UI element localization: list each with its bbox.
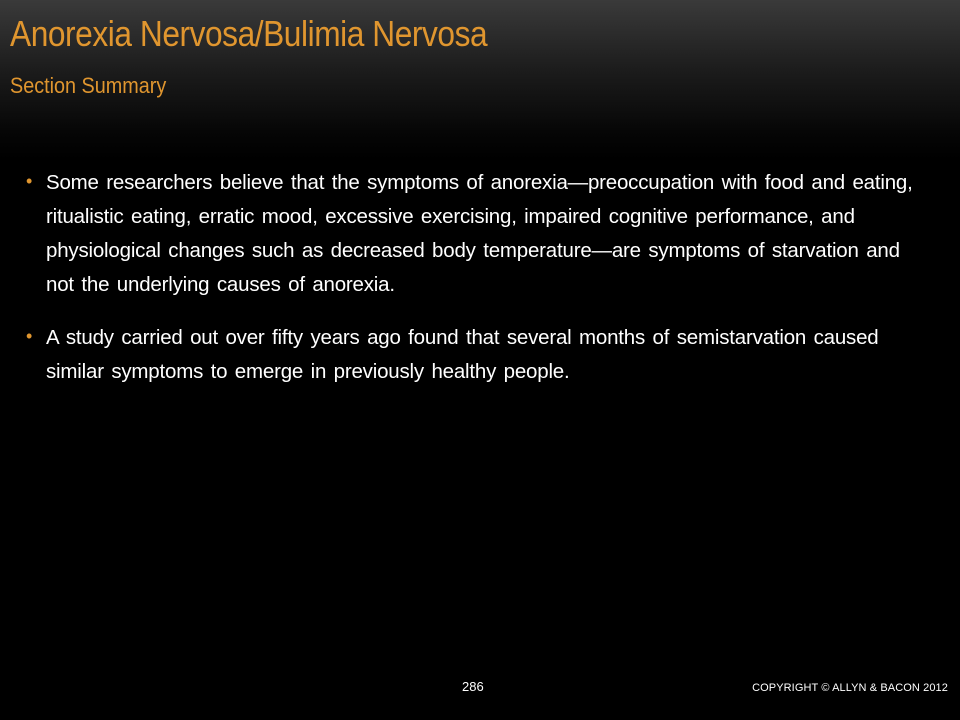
bullet-list	[26, 166, 926, 408]
copyright-notice: COPYRIGHT © ALLYN & BACON 2012	[752, 682, 948, 694]
slide-subtitle: Section Summary	[10, 73, 167, 98]
bullet-icon: •	[26, 171, 33, 191]
page-number: 286	[462, 679, 484, 694]
slide-title: Anorexia Nervosa/Bulimia Nervosa	[10, 13, 488, 54]
bullet-icon: •	[26, 326, 33, 346]
bullet-text: Some researchers believe that the symptoms of anorexia—preoccupation with food and eating, ritualistic eating, erratic mood, excessive exercising, impaired cognitive performance, and physiological changes such as decreased body temperature—are symptoms of starvation and not the underlying causes of anorexia.	[46, 171, 913, 296]
bullet-item	[26, 321, 926, 389]
bullet-item	[26, 166, 926, 302]
bullet-text: A study carried out over fifty years ago found that several months of semistarvation caused similar symptoms to emerge in previously healthy people.	[46, 326, 879, 383]
